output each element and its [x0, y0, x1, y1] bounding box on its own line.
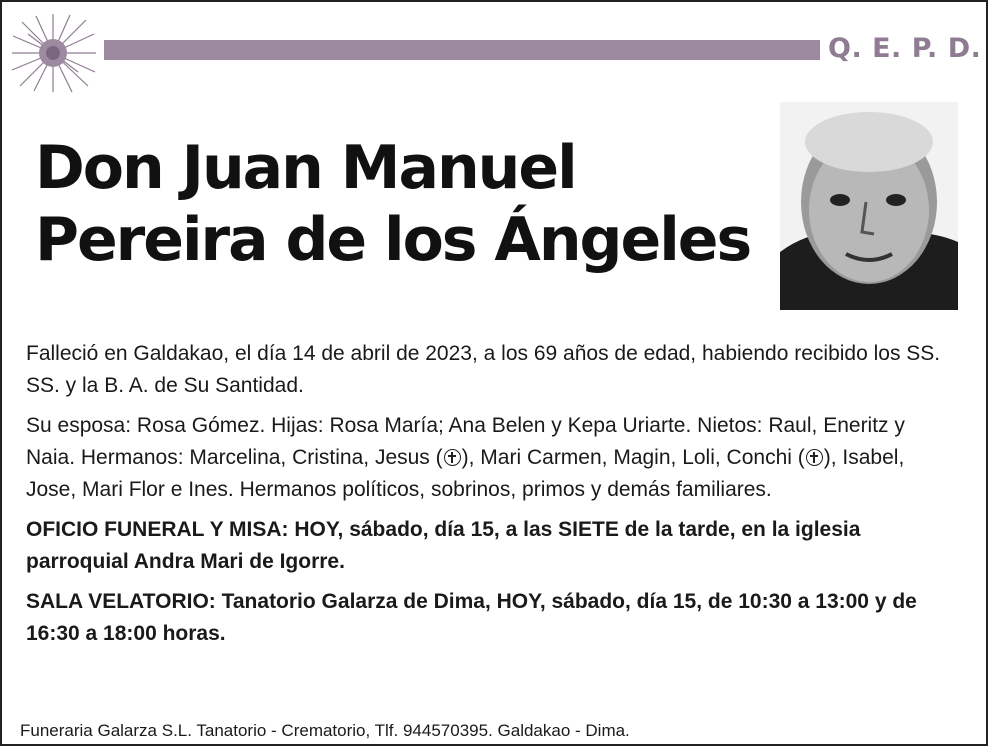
family-text-1: Su esposa: Rosa Gómez. Hijas: Rosa María; Ana Belen y Kepa Uriarte. Nietos: Raul, Eneritz y Naia. Hermanos: Marcelina, Cristina, Jesus (: [26, 414, 905, 469]
funeral-home-footer: Funeraria Galarza S.L. Tanatorio - Crematorio, Tlf. 944570395. Galdakao - Dima.: [20, 721, 630, 740]
family-text-2: ), Mari Carmen, Magin, Loli, Conchi (: [461, 446, 805, 469]
funeral-paragraph: OFICIO FUNERAL Y MISA: HOY, sábado, día 15, a las SIETE de la tarde, en la iglesia parroquial Andra Mari de Igorre.: [26, 518, 861, 573]
header-bar: [104, 40, 820, 60]
thistle-flower-icon: [8, 12, 98, 94]
deceased-name: [35, 132, 775, 276]
obituary-body: [26, 338, 956, 658]
family-paragraph: [26, 410, 956, 506]
deceased-name-line2: Pereira de los Ángeles: [35, 205, 751, 275]
cross-icon: [806, 449, 823, 466]
family-text-3: ), Isabel, Jose, Mari Flor e Ines. Hermanos políticos, sobrinos, primos y demás familiares.: [26, 446, 905, 501]
deceased-portrait: [780, 102, 958, 310]
cross-icon: [444, 449, 461, 466]
wake-paragraph: SALA VELATORIO: Tanatorio Galarza de Dima, HOY, sábado, día 15, de 10:30 a 13:00 y de 16:30 a 18:00 horas.: [26, 590, 917, 645]
death-paragraph: Falleció en Galdakao, el día 14 de abril de 2023, a los 69 años de edad, habiendo recibido los SS. SS. y la B. A. de Su Santidad.: [26, 342, 941, 397]
qepd-title: Q. E. P. D.: [828, 33, 982, 64]
deceased-name-line1: Don Juan Manuel: [35, 133, 576, 203]
